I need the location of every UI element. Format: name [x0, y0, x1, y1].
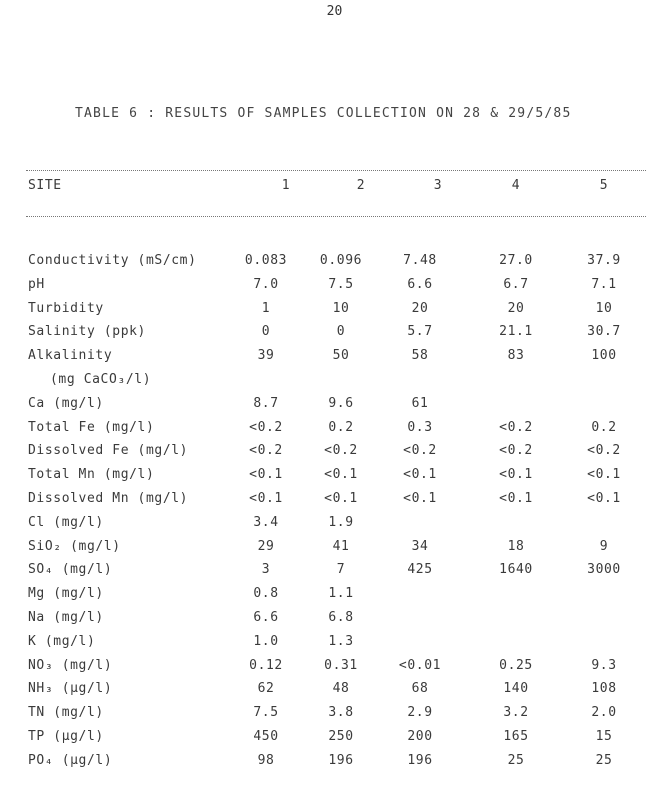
parameter-label: Cl (mg/l) — [28, 514, 104, 530]
value-site-2: 196 — [328, 752, 354, 768]
table-row — [0, 253, 669, 275]
value-site-4: 3.2 — [503, 705, 529, 721]
parameter-label: Dissolved Fe (mg/l) — [28, 443, 189, 459]
header-site-4: 4 — [511, 178, 521, 193]
value-site-1: 0.12 — [249, 657, 283, 673]
table-row — [0, 372, 669, 394]
value-site-2: 1.1 — [328, 586, 354, 602]
value-site-1: 6.6 — [253, 610, 279, 625]
value-site-1: <0.2 — [249, 443, 283, 459]
parameter-label: TP (μg/l) — [28, 729, 104, 744]
parameter-label: Conductivity (mS/cm) — [28, 253, 197, 268]
table-row — [0, 658, 669, 680]
value-site-2: 7 — [336, 562, 346, 578]
value-site-4: 165 — [503, 729, 529, 744]
parameter-label: (mg CaCO₃/l) — [50, 372, 152, 387]
parameter-label: NH₃ (μg/l) — [28, 681, 113, 697]
table-header-rule — [26, 216, 646, 217]
value-site-2: <0.1 — [324, 467, 358, 483]
header-site-3: 3 — [433, 178, 443, 193]
value-site-3: 68 — [411, 681, 429, 697]
value-site-2: 7.5 — [328, 276, 354, 292]
parameter-label: Dissolved Mn (mg/l) — [28, 491, 189, 506]
parameter-label: SiO₂ (mg/l) — [28, 538, 121, 554]
page-number: 20 — [326, 4, 343, 19]
value-site-3: <0.1 — [403, 491, 437, 506]
parameter-label: K (mg/l) — [28, 633, 96, 649]
table-row — [0, 729, 669, 751]
parameter-label: Total Fe (mg/l) — [28, 419, 155, 435]
value-site-2: <0.1 — [324, 491, 358, 506]
parameter-label: SO₄ (mg/l) — [28, 562, 113, 578]
value-site-3: 196 — [407, 752, 433, 768]
value-site-2: 48 — [332, 681, 350, 697]
value-site-1: 39 — [257, 348, 275, 364]
value-site-1: 0.8 — [253, 586, 279, 602]
value-site-2: 250 — [328, 729, 354, 744]
table-header-row — [0, 178, 669, 200]
value-site-5: 108 — [591, 681, 617, 697]
value-site-5: 2.0 — [591, 705, 617, 721]
value-site-5: 37.9 — [587, 253, 621, 268]
value-site-3: 34 — [411, 538, 429, 554]
table-row — [0, 705, 669, 727]
value-site-3: <0.2 — [403, 443, 437, 459]
value-site-2: 41 — [332, 538, 350, 554]
value-site-3: 0.3 — [407, 419, 433, 435]
value-site-2: 0 — [336, 324, 346, 340]
table-row — [0, 491, 669, 513]
value-site-3: 2.9 — [407, 705, 433, 721]
header-site-5: 5 — [599, 178, 609, 193]
value-site-4: 83 — [507, 348, 525, 364]
value-site-2: <0.2 — [324, 443, 358, 459]
value-site-5: 9.3 — [591, 657, 617, 673]
value-site-5: 15 — [595, 729, 613, 744]
value-site-3: 7.48 — [403, 253, 437, 268]
parameter-label: NO₃ (mg/l) — [28, 657, 113, 673]
value-site-1: 7.5 — [253, 705, 279, 721]
value-site-2: 1.3 — [328, 633, 354, 649]
value-site-5: 100 — [591, 348, 617, 364]
parameter-label: Na (mg/l) — [28, 610, 104, 625]
value-site-1: 1.0 — [253, 633, 279, 649]
value-site-1: 1 — [261, 300, 271, 316]
table-row — [0, 420, 669, 442]
value-site-4: <0.2 — [499, 443, 533, 459]
value-site-1: <0.1 — [249, 491, 283, 506]
parameter-label: Total Mn (mg/l) — [28, 467, 155, 483]
value-site-2: 50 — [332, 348, 350, 364]
value-site-1: <0.2 — [249, 419, 283, 435]
table-top-rule — [26, 170, 646, 171]
value-site-2: 10 — [332, 300, 350, 316]
value-site-4: 20 — [507, 300, 525, 316]
value-site-4: <0.2 — [499, 419, 533, 435]
value-site-2: 0.2 — [328, 419, 354, 435]
value-site-5: 7.1 — [591, 276, 617, 292]
value-site-5: <0.1 — [587, 467, 621, 483]
parameter-label: TN (mg/l) — [28, 705, 104, 721]
value-site-5: 10 — [595, 300, 613, 316]
parameter-label: Ca (mg/l) — [28, 395, 104, 411]
table-row — [0, 324, 669, 346]
value-site-3: 6.6 — [407, 276, 433, 292]
table-row — [0, 681, 669, 703]
header-site-2: 2 — [356, 178, 366, 193]
table-row — [0, 467, 669, 489]
value-site-3: 425 — [407, 562, 433, 578]
value-site-1: 0.083 — [244, 253, 288, 268]
table-title: TABLE 6 : RESULTS OF SAMPLES COLLECTION ON 28 & 29/5/85 — [75, 106, 572, 121]
value-site-2: 1.9 — [328, 514, 354, 530]
table-row — [0, 277, 669, 299]
value-site-5: 25 — [595, 752, 613, 768]
value-site-5: 3000 — [587, 562, 621, 578]
parameter-label: Salinity (ppk) — [28, 324, 146, 340]
value-site-1: 3.4 — [253, 514, 279, 530]
value-site-3: 20 — [411, 300, 429, 316]
table-row — [0, 301, 669, 323]
value-site-2: 0.096 — [319, 253, 363, 268]
value-site-4: 27.0 — [499, 253, 533, 268]
parameter-label: PO₄ (μg/l) — [28, 752, 113, 768]
value-site-1: 0 — [261, 324, 271, 340]
value-site-5: 0.2 — [591, 419, 617, 435]
parameter-label: Turbidity — [28, 300, 104, 316]
parameter-label: pH — [28, 276, 45, 292]
value-site-4: 21.1 — [499, 324, 533, 340]
value-site-2: 0.31 — [324, 657, 358, 673]
header-site-1: 1 — [281, 178, 291, 193]
value-site-3: 58 — [411, 348, 429, 364]
value-site-2: 9.6 — [328, 395, 354, 411]
value-site-1: 29 — [257, 538, 275, 554]
value-site-1: 98 — [257, 752, 275, 768]
value-site-4: 18 — [507, 538, 525, 554]
value-site-4: 1640 — [499, 562, 533, 578]
value-site-3: 200 — [407, 729, 433, 744]
value-site-1: <0.1 — [249, 467, 283, 483]
value-site-5: 9 — [599, 538, 609, 554]
value-site-4: 25 — [507, 752, 525, 768]
value-site-4: <0.1 — [499, 467, 533, 483]
table-row — [0, 396, 669, 418]
table-row — [0, 539, 669, 561]
value-site-5: 30.7 — [587, 324, 621, 340]
header-site-label: SITE — [28, 178, 62, 193]
table-row — [0, 634, 669, 656]
value-site-4: <0.1 — [499, 491, 533, 506]
parameter-label: Alkalinity — [28, 348, 113, 364]
value-site-4: 6.7 — [503, 276, 529, 292]
value-site-5: <0.2 — [587, 443, 621, 459]
value-site-1: 3 — [261, 562, 271, 578]
value-site-5: <0.1 — [587, 491, 621, 506]
value-site-3: 5.7 — [407, 324, 433, 340]
value-site-2: 3.8 — [328, 705, 354, 721]
table-row — [0, 443, 669, 465]
table-row — [0, 586, 669, 608]
value-site-3: <0.01 — [398, 657, 442, 673]
value-site-4: 0.25 — [499, 657, 533, 673]
value-site-3: 61 — [411, 395, 429, 411]
table-row — [0, 562, 669, 584]
value-site-4: 140 — [503, 681, 529, 697]
table-row — [0, 348, 669, 370]
value-site-1: 62 — [257, 681, 275, 697]
value-site-1: 450 — [253, 729, 279, 744]
table-row — [0, 610, 669, 632]
value-site-1: 8.7 — [253, 395, 279, 411]
parameter-label: Mg (mg/l) — [28, 586, 104, 602]
table-row — [0, 515, 669, 537]
value-site-3: <0.1 — [403, 467, 437, 483]
table-row — [0, 753, 669, 775]
value-site-2: 6.8 — [328, 610, 354, 625]
value-site-1: 7.0 — [253, 276, 279, 292]
